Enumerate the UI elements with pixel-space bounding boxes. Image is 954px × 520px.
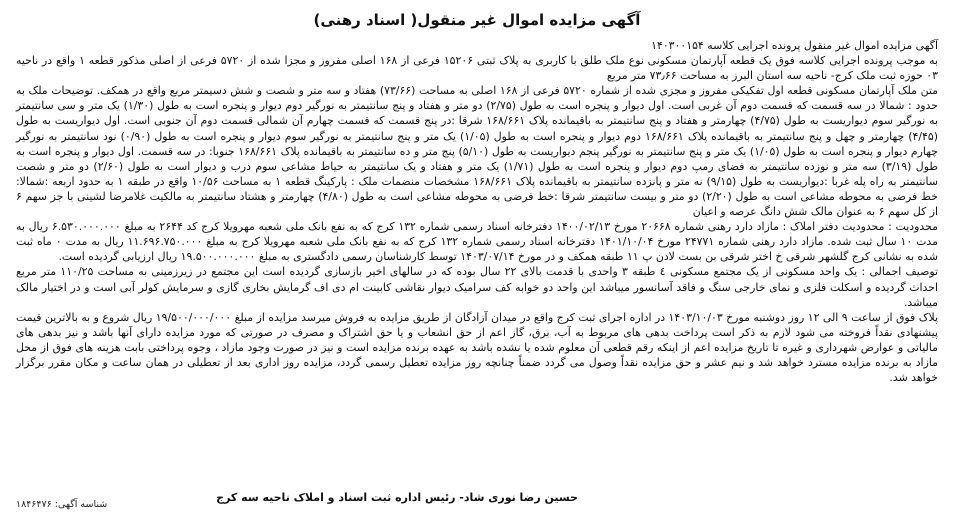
notice-body bbox=[16, 38, 938, 385]
case-number-line: آگهی مزایده اموال غیر منقول پرونده اجرایی کلاسه ۱۴۰۳۰۰۱۵۴ bbox=[651, 39, 938, 52]
property-boundaries: متن ملک آپارتمان مسکونی قطعه اول تفکیکی مفروز و مجزی شده از شماره ۵۷۲۰ فرعی از ۱۶۸ اصلی به مساحت (۷۳/۶۶) هفتاد و سه متر و شصت و شش دسیمتر مربع واقع در همکف. توضیحات ملک به حدود : شمالا در سه قسمت که قسمت دوم آن غربی است. اول دیوار و پنجره است به طول (۲/۷۵) دو متر و هفتاد و پنج سانتیمتر به نورگیر دوم دیوار و پنجره است به طول (۱/۳۰) یک متر و سی سانتیمتر به نورگیر سوم دیواریست به طول (۴/۷۵) چهارمتر و هفتاد و پنج سانتیمتر به باقیمانده پلاک ۱۶۸/۶۶۱ شرقا :در پنج قسمت که قسمت چهارم آن شمالی قسمت دوم آن جنوبی است. اول دیواریست به طول (۴/۴۵) چهارمتر و چهل و پنج سانتیمتر به باقیمانده پلاک ۱۶۸/۶۶۱ دوم دیوار و پنجره است به طول (۱/۰۵) یک متر و پنج سانتیمتر به نورگیر سوم دیوار و پنجره است به طول (۰/۹۰) نود سانتیمتر به نورگیر چهارم دیوار و پنجره است به طول (۱/۰۵) یک متر و پنج سانتیمتر به نورگیر پنجم دیواریست به طول (۵/۱۰) پنج متر و ده سانتیمتر به باقیمانده پلاک ۱۶۸/۶۶۱ جنوبا: در سه قسمت. اول دیوار و پنجره است به طول (۳/۱۹) سه متر و نوزده سانتیمتر به فضای رمپ دوم دیوار و پنجره است به طول (۱/۷۱) یک متر و هفتاد و یک سانتیمتر به حیاط مشاعی سوم درب و دیوار است به طول (۲/۶۰) دو متر و شصت سانتیمتر به راه پله غربا :دیواریست به طول (۹/۱۵) نه متر و پانزده سانتیمتر به باقیمانده پلاک ۱۶۸/۶۶۱ مشخصات منضمات ملک : پارکینگ قطعه ۱ به مساحت ۱۰/۵۶ واقع در طبقه ۱ به حدود اربعه :شمالا: خط فرضی به محوطه مشاعی است به طول (۲/۲۰) دو متر و بیست سانتیمتر شرقا :خط فرضی به محوطه مشاعی است به طول (۴/۸۰) چهارمتر و هشتاد سانتیمتر به مالکیت غلامرضا لشینی با جز سهم ۶ از کل سهم ۶ به عنوان مالک شش دانگ عرصه و اعیان bbox=[16, 84, 939, 219]
notice-id: شناسه آگهی: ۱۸۴۶۴۷۶ bbox=[16, 499, 108, 510]
auction-terms: پلاک فوق از ساعت ۹ الی ۱۲ روز دوشنبه مورخ ۱۴۰۳/۱۰/۰۳ در اداره اجرای ثبت کرج واقع در میدان آزادگان از طریق مزایده به فروش میرسد مزایده از مبلغ ۱۹/۵۰۰/۰۰۰/۰۰۰ ریال شروع و به بالاترین قیمت پیشنهادی نقداً فروخته می شود لازم به ذکر است پرداخت بدهی های مربوط به آب، برق، گاز اعم از حق انشعاب و یا حق اشتراک و مصرف در صورتی که مورد مزایده دارای آنها باشد و نیز بدهی های مالیاتی و عوارض شهرداری و غیره تا تاریخ مزایده اعم از اینکه رقم قطعی آن معلوم شده یا نشده باشد به عهده برنده مزایده است و نیز در صورت وجود مازاد ، وجوه پرداختی بابت هزینه های فوق از محل مازاد به برنده مزایده مسترد خواهد شد و نیم عشر و حق مزایده نقداً وصول می گردد ضمناً چنانچه روز مزایده تعطیل رسمی گردد، مزایده روز اداری بعد از تعطیلی در همان ساعت و مکان مقرر برگزار خواهد شد. bbox=[16, 310, 938, 385]
mortgage-restrictions: محدودیت : محدودیت دفتر املاک : مازاد دارد رهنی شماره ۲۰۶۶۸ مورخ ۱۴۰۰/۰۲/۱۳ دفترخانه اسناد رسمی شماره ۱۳۲ کرج که به نفع بانک ملی شعبه مهرویلا کرج کد ۲۶۴۴ به مبلغ ۶.۵۳۰.۰۰۰.۰۰۰ ریال به مدت ۱۰ سال ثبت شده. مازاد دارد رهنی شماره ۲۴۷۷۱ مورخ ۱۴۰۱/۱۰/۰۴ دفترخانه اسناد رسمی شماره ۱۳۲ کرج که به نفع بانک ملی شعبه مهرویلا کرج به مبلغ ۱۱.۶۹۶.۷۵۰.۰۰۰ ریال به مدت ۰ ماه ثبت شده به نشانی کرج گلشهر شرقی خ اختر شرقی بن بست لادن پ ۱۱ طبقه همکف و در مورخ ۱۴۰۳/۰۷/۱۴ توسط کارشناسان رسمی دادگستری به مبلغ ۱۹.۵۰۰.۰۰۰.۰۰۰ ریال ارزیابی گردیده است. bbox=[16, 220, 938, 264]
property-summary: به موجب پرونده اجرایی کلاسه فوق یک قطعه آپارتمان مسکونی نوع ملک طلق با کاربری به پلاک ثبتی ۱۵۲۰۶ فرعی از ۱۶۸ اصلی مفروز و مجزا شده از ۵۷۲۰ فرعی از اصلی مذکور قطعه ۱ واقع در ناحیه ۰۳ حوزه ثبت ملک کرج- ناحیه سه استان البرز به مساحت ۷۳٫۶۶ متر مربع bbox=[16, 54, 938, 83]
signature: حسین رضا نوری شاد- رئیس اداره ثبت اسناد و املاک ناحیه سه کرج bbox=[216, 491, 578, 504]
notice-footer bbox=[16, 486, 938, 516]
notice-title: آگهی مزایده اموال غیر منقول( اسناد رهنی) bbox=[313, 11, 641, 29]
property-description: توصیف اجمالی : یک واحد مسکونی از یک مجتمع مسکونی ٤ طبقه ۳ واحدی با قدمت بالای ۲۲ سال بوده که در سالهای اخیر بازسازی گردیده است این مجتمع در زیرزمینی به مساحت ۱۱۰/۲۵ متر مربع احداث گردیده و اسکلت فلزی و نمای خارجی سنگ و فاقد آسانسور میباشد این واحد دو خوابه کف سرامیک دیوار نقاشی کابینت ام دی اف گرمایش بخاری گازی و سرمایش کولر آبی است و در اختیار مالک میباشد. bbox=[16, 265, 938, 309]
